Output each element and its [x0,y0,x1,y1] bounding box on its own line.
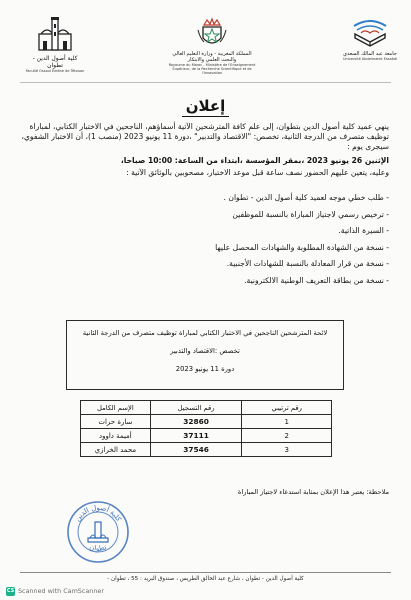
title-text: إعلان [182,97,230,117]
results-heading-box [66,320,344,390]
table-row [81,415,332,429]
results-list-title: لائحة المترشحين الناجحين في الاختبار الكتابي لمباراة توظيف متصرف من الدرجة الثانية [82,329,328,337]
stamp-text-bottom: تطوان [88,543,108,553]
camscanner-icon: CS [6,587,15,594]
registration-cell: 32860 [150,415,242,429]
name-column-header: الإسم الكامل [81,401,151,415]
rank-cell: 2 [242,429,332,443]
convocation-note: ملاحظة: يعتبر هذا الإعلان بمثابة استدعاء لاجتياز المباراة [237,488,389,496]
document-item: - نسخة من بطاقة التعريف الوطنية الالكترونية. [244,275,389,285]
document-item: - السيرة الذاتية. [338,226,389,235]
official-stamp [66,500,130,564]
emblem-caption-ar: المملكة المغربية - وزارة التعليم العالي والبحث العلمي والابتكار [172,51,252,63]
name-cell: محمد الخرازي [81,443,151,457]
kingdom-emblem [168,16,256,76]
registration-column-header: رقم التسجيل [150,401,242,415]
university-caption-ar: جامعة عبد المالك السعدي [343,51,397,57]
letterhead [0,0,411,84]
table-header-row [81,401,332,415]
book-wave-icon [349,14,391,50]
mosque-minaret-icon [35,14,75,54]
footer-address: كلية أصول الدين - تطوان ، شارع عبد الخالق الطريس ، صندوق البريد : 55 ، تطوان - [107,576,304,582]
faculty-logo-caption-fr: Faculté Ossoul Eddine de Tétouan [25,69,85,73]
footer-divider [20,572,391,573]
header-divider [20,82,391,83]
announcement-title [0,96,411,115]
attendance-instruction: وعليه، يتعين عليهم الحضور نصف ساعة قبل موعد الاختبار، مصحوبين بالوثائق الآتية : [126,168,389,177]
exam-date-line: الإثنين 26 يونيو 2023 ،بمقر المؤسسة ،ابتداء من الساعة: 10:00 صباحا، [120,156,389,165]
faculty-logo [24,14,86,74]
faculty-logo-caption-ar: كلية أصول الدين - تطوان [32,55,78,69]
university-logo [338,14,402,74]
document-item: - طلب خطي موجه لعميد كلية أصول الدين - تطوان . [223,193,389,202]
name-cell: أميمة داوود [81,429,151,443]
registration-cell: 37546 [150,443,242,457]
crown-emblem-icon [195,16,229,50]
document-item: - نسخة من الشهادة المطلوبة والشهادات المحصل عليها [215,242,389,252]
rank-column-header: رقم ترتيبي [242,401,332,415]
successful-candidates-table [80,400,332,457]
rank-cell: 3 [242,443,332,457]
camscanner-text: Scanned with CamScanner [18,587,104,595]
document-item: - نسخة من قرار المعادلة بالنسبة للشهادات الأجنبية. [226,259,389,268]
emblem-caption-fr: Royaume du Maroc - Ministère de l'Enseignement Supérieur, de la Recherche Scientifique et de l'Innovation [168,63,256,75]
stamp-emblem-icon [88,522,108,542]
results-specialty: تخصص :الاقتصاد والتدبير [170,347,240,355]
university-caption-fr: Université Abdelmalek Essaâdi [343,57,397,61]
required-documents-list [21,190,389,289]
document-item: - ترخيص رسمي لاجتياز المباراة بالنسبة للموظفين [232,209,389,219]
table-row [81,443,332,457]
results-session: دورة 11 يونيو 2023 [175,365,235,373]
rank-cell: 1 [242,415,332,429]
table-row [81,429,332,443]
stamp-text-top: كلية أصول الدين [73,503,123,523]
intro-paragraph: ينهي عميد كلية أصول الدين بتطوان، إلى علم كافة المترشحين الآتية أسماؤهم، الناجحين في الاختبار الكتابي، لمباراة توظيف متصرف من الدرجة الثانية، تخصص: "الاقتصاد والتدبير" ،دورة 11 يونيو 2023 (منصب 1)، أن الاختبار الشفوي، سيجرى يوم : [21,122,389,151]
camscanner-watermark [6,585,104,597]
registration-cell: 37111 [150,429,242,443]
name-cell: سارة حرات [81,415,151,429]
